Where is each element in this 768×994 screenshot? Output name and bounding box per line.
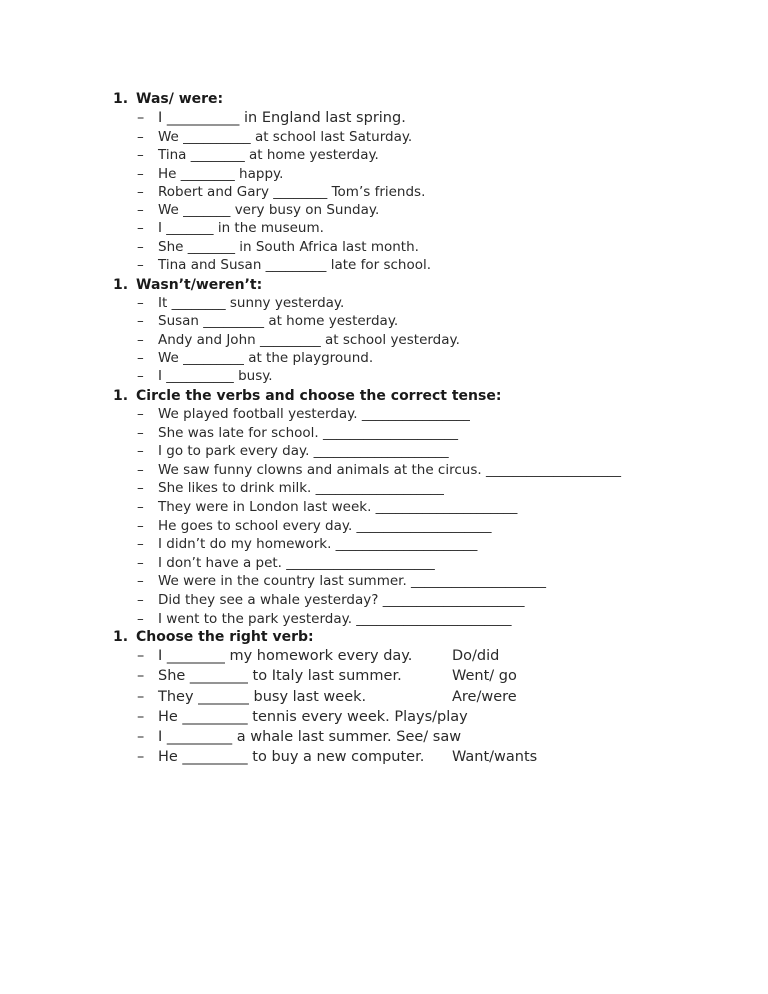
bullet-dash: –: [137, 368, 144, 385]
verb-options: Went/ go: [452, 668, 517, 685]
list-item: [0, 128, 768, 146]
item-text: They _______ busy last week.: [158, 688, 367, 705]
bullet-dash: –: [137, 729, 145, 746]
list-item: [0, 535, 768, 554]
bullet-dash: –: [137, 406, 144, 422]
list-item: [0, 610, 768, 629]
list-item: [0, 367, 768, 385]
item-text: She was late for school. ____________________: [158, 424, 458, 441]
list-item: [0, 687, 768, 707]
bullet-dash: –: [137, 183, 144, 200]
section-heading: [0, 276, 768, 294]
bullet-dash: –: [137, 349, 144, 366]
list-item: [0, 707, 768, 727]
list-item: [0, 201, 768, 219]
item-text: I __________ busy.: [158, 368, 273, 385]
section-heading: [0, 387, 768, 405]
item-text: Tina ________ at home yesterday.: [158, 147, 379, 164]
list-item: [0, 498, 768, 517]
section-number: 1.: [113, 91, 129, 107]
item-text: He _________ to buy a new computer.: [158, 749, 425, 766]
bullet-dash: –: [137, 708, 145, 725]
item-text: We _______ very busy on Sunday.: [158, 202, 380, 219]
list-item: [0, 572, 768, 591]
list-item: [0, 517, 768, 536]
list-item: [0, 442, 768, 461]
bullet-dash: –: [137, 424, 144, 441]
section-was-were: [0, 90, 768, 274]
item-text: We were in the country last summer. ____________________: [158, 573, 547, 590]
item-text: She _______ in South Africa last month.: [158, 238, 419, 255]
section-choose-verb: [0, 628, 768, 768]
item-text: He goes to school every day. ____________________: [158, 517, 492, 534]
list-item: [0, 554, 768, 573]
section-number: 1.: [113, 388, 129, 404]
section-title: Was/ were:: [136, 91, 224, 107]
list-item: [0, 165, 768, 183]
verb-options: Are/were: [452, 688, 517, 705]
verb-options: Do/did: [452, 648, 500, 664]
bullet-dash: –: [137, 610, 144, 627]
list-item: [0, 331, 768, 349]
item-text: I go to park every day. ____________________: [158, 443, 449, 460]
section-heading: [0, 628, 768, 646]
bullet-dash: –: [137, 536, 144, 553]
item-text: I went to the park yesterday. _______________________: [158, 610, 512, 627]
item-text: Did they see a whale yesterday? _____________________: [158, 591, 525, 608]
item-text: Andy and John _________ at school yesterday.: [158, 331, 460, 348]
item-text: It ________ sunny yesterday.: [158, 295, 345, 311]
item-text: We played football yesterday. ________________: [158, 406, 470, 422]
section-title: Choose the right verb:: [136, 629, 314, 645]
verb-options: Want/wants: [452, 749, 538, 766]
bullet-dash: –: [137, 129, 144, 145]
section-title: Wasn’t/weren’t:: [136, 277, 263, 293]
list-item: [0, 238, 768, 256]
item-text: Susan _________ at home yesterday.: [158, 313, 399, 330]
list-item: [0, 727, 768, 747]
bullet-dash: –: [137, 202, 144, 219]
list-item: [0, 461, 768, 480]
item-text: I _________ a whale last summer. See/ saw: [158, 729, 462, 746]
bullet-dash: –: [137, 573, 144, 590]
item-text: I don’t have a pet. ______________________: [158, 554, 435, 571]
list-item: [0, 108, 768, 128]
bullet-dash: –: [137, 480, 144, 497]
list-item: [0, 312, 768, 330]
item-text: I _______ in the museum.: [158, 220, 324, 237]
item-text: He _________ tennis every week. Plays/play: [158, 708, 468, 725]
section-heading: [0, 90, 768, 108]
item-text: We _________ at the playground.: [158, 349, 374, 366]
item-text: I ________ my homework every day.: [158, 648, 413, 664]
list-item: [0, 294, 768, 312]
item-text: I __________ in England last spring.: [158, 110, 406, 126]
bullet-dash: –: [137, 517, 144, 534]
bullet-dash: –: [137, 313, 144, 330]
section-number: 1.: [113, 277, 129, 293]
list-item: [0, 183, 768, 201]
item-text: He ________ happy.: [158, 165, 284, 182]
list-item: [0, 219, 768, 237]
list-item: [0, 146, 768, 164]
bullet-dash: –: [137, 498, 144, 515]
bullet-dash: –: [137, 688, 145, 705]
bullet-dash: –: [137, 257, 144, 274]
item-text: She likes to drink milk. ___________________: [158, 480, 444, 497]
bullet-dash: –: [137, 165, 144, 182]
bullet-dash: –: [137, 220, 144, 237]
bullet-dash: –: [137, 461, 144, 478]
list-item: [0, 405, 768, 424]
list-item: [0, 479, 768, 498]
section-wasnt-werent: [0, 276, 768, 385]
item-text: They were in London last week. _____________________: [158, 498, 518, 515]
item-text: I didn’t do my homework. _____________________: [158, 536, 478, 553]
list-item: [0, 747, 768, 767]
bullet-dash: –: [137, 238, 144, 255]
bullet-dash: –: [137, 554, 144, 571]
item-text: We __________ at school last Saturday.: [158, 129, 413, 145]
bullet-dash: –: [137, 147, 144, 164]
list-item: [0, 349, 768, 367]
item-text: Tina and Susan _________ late for school.: [158, 257, 432, 274]
list-item: [0, 591, 768, 610]
item-text: She ________ to Italy last summer.: [158, 668, 402, 685]
bullet-dash: –: [137, 591, 144, 608]
list-item: [0, 646, 768, 666]
bullet-dash: –: [137, 110, 145, 126]
list-item: [0, 424, 768, 443]
bullet-dash: –: [137, 295, 144, 311]
section-circle-verbs: [0, 387, 768, 628]
list-item: [0, 666, 768, 686]
bullet-dash: –: [137, 749, 145, 766]
section-title: Circle the verbs and choose the correct tense:: [136, 388, 502, 404]
bullet-dash: –: [137, 648, 145, 664]
bullet-dash: –: [137, 331, 144, 348]
bullet-dash: –: [137, 443, 144, 460]
item-text: Robert and Gary ________ Tom’s friends.: [158, 183, 426, 200]
list-item: [0, 256, 768, 274]
item-text: We saw funny clowns and animals at the circus. ____________________: [158, 461, 621, 478]
section-number: 1.: [113, 629, 129, 645]
bullet-dash: –: [137, 668, 145, 685]
